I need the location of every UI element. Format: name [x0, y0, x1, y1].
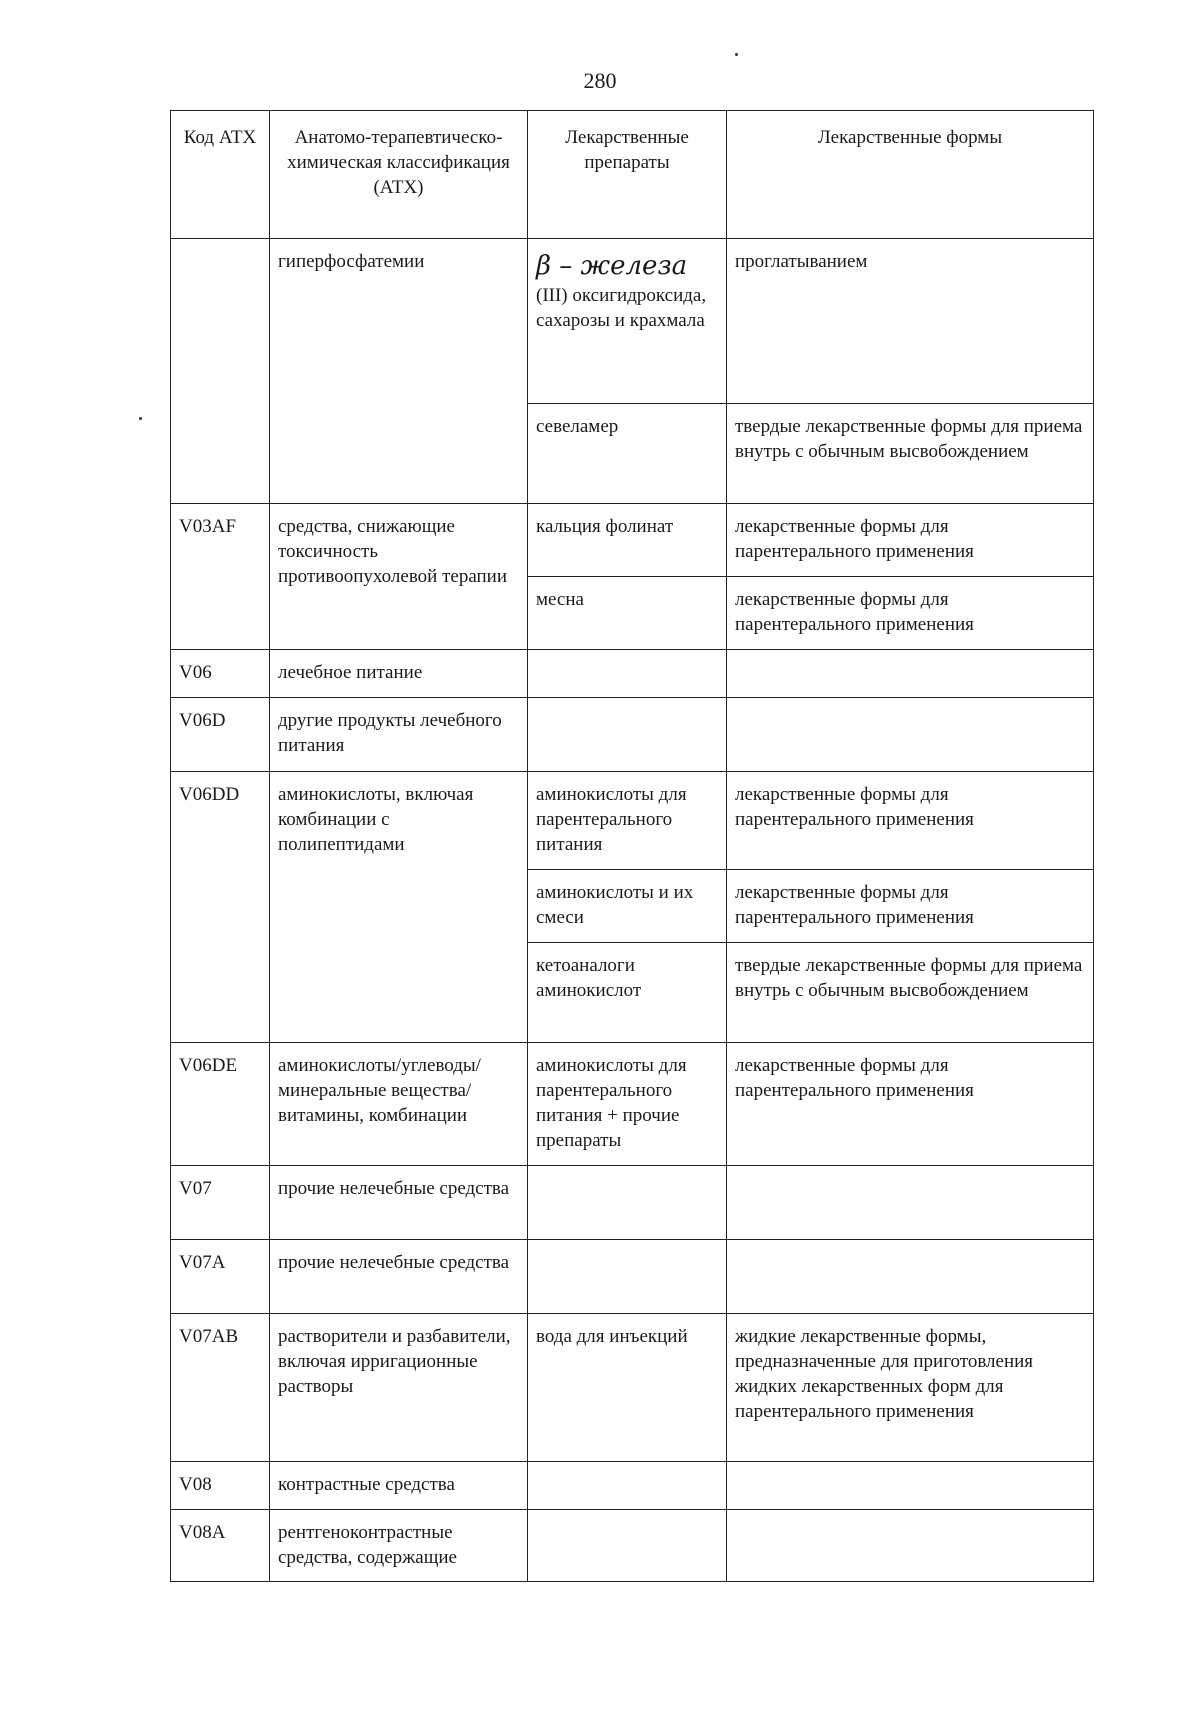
atx-code: V06DD	[171, 772, 270, 1043]
drug-name	[528, 1510, 727, 1582]
drug-form	[727, 1510, 1094, 1582]
drug-name: кетоаналоги аминокислот	[528, 943, 727, 1043]
drug-name	[528, 1166, 727, 1240]
scan-speck	[139, 417, 142, 420]
page-number: 280	[583, 68, 617, 93]
atx-code: V03AF	[171, 504, 270, 650]
atx-classification: прочие нелечебные средства	[270, 1240, 528, 1314]
drug-form: лекарственные формы для парентерального применения	[727, 1043, 1094, 1166]
drug-form	[727, 650, 1094, 698]
atx-code	[171, 239, 270, 504]
table-row	[171, 1462, 1094, 1510]
header-forms: Лекарственные формы	[727, 111, 1094, 239]
drug-name: кальция фолинат	[528, 504, 727, 577]
atx-classification: аминокислоты, включая комбинации с полипептидами	[270, 772, 528, 1043]
drug-name: вода для инъекций	[528, 1314, 727, 1462]
drug-form: жидкие лекарственные формы, предназначенные для приготовления жидких лекарственных форм для парентерального применения	[727, 1314, 1094, 1462]
drug-name	[528, 650, 727, 698]
drug-form: лекарственные формы для парентерального применения	[727, 772, 1094, 870]
table-row	[171, 504, 1094, 577]
atx-classification: средства, снижающие токсичность противоопухолевой терапии	[270, 504, 528, 650]
table-row	[171, 1510, 1094, 1582]
drug-form	[727, 1166, 1094, 1240]
header-classification: Анатомо-терапевтическо-химическая классификация (АТХ)	[270, 111, 528, 239]
atx-table	[170, 110, 1094, 1582]
atx-classification: прочие нелечебные средства	[270, 1166, 528, 1240]
drug-form: проглатыванием	[727, 239, 1094, 404]
atx-code: V08	[171, 1462, 270, 1510]
drug-name: аминокислоты для парентерального питания + прочие препараты	[528, 1043, 727, 1166]
atx-classification: растворители и разбавители, включая ирригационные растворы	[270, 1314, 528, 1462]
atx-classification: другие продукты лечебного питания	[270, 698, 528, 772]
atx-code: V06D	[171, 698, 270, 772]
table-header-row	[171, 111, 1094, 239]
drug-name	[528, 1462, 727, 1510]
drug-name	[528, 698, 727, 772]
table-row	[171, 1240, 1094, 1314]
atx-code: V07AB	[171, 1314, 270, 1462]
table-row	[171, 1043, 1094, 1166]
header-drugs: Лекарственные препараты	[528, 111, 727, 239]
atx-classification: гиперфосфатемии	[270, 239, 528, 504]
atx-code: V06DE	[171, 1043, 270, 1166]
drug-name-rest: (III) оксигидроксида, сахарозы и крахмала	[536, 285, 707, 331]
drug-name-italic: β – железа	[536, 251, 688, 281]
scan-speck	[735, 53, 738, 56]
atx-code: V06	[171, 650, 270, 698]
table-row	[171, 1314, 1094, 1462]
drug-name: аминокислоты и их смеси	[528, 870, 727, 943]
drug-name: месна	[528, 577, 727, 650]
header-code: Код АТХ	[171, 111, 270, 239]
table-row	[171, 772, 1094, 870]
table-row	[171, 239, 1094, 404]
drug-form: твердые лекарственные формы для приема внутрь с обычным высвобождением	[727, 943, 1094, 1043]
drug-name: севеламер	[528, 404, 727, 504]
drug-name	[528, 1240, 727, 1314]
drug-form: лекарственные формы для парентерального применения	[727, 577, 1094, 650]
atx-classification: контрастные средства	[270, 1462, 528, 1510]
atx-classification: аминокислоты/углеводы/ минеральные вещества/витамины, комбинации	[270, 1043, 528, 1166]
drug-form: лекарственные формы для парентерального применения	[727, 870, 1094, 943]
atx-code: V07	[171, 1166, 270, 1240]
atx-code: V08A	[171, 1510, 270, 1582]
drug-form: лекарственные формы для парентерального применения	[727, 504, 1094, 577]
table-row	[171, 1166, 1094, 1240]
atx-classification: рентгеноконтрастные средства, содержащие	[270, 1510, 528, 1582]
drug-name	[528, 239, 727, 404]
drug-name: аминокислоты для парентерального питания	[528, 772, 727, 870]
atx-classification: лечебное питание	[270, 650, 528, 698]
drug-form	[727, 698, 1094, 772]
drug-form	[727, 1462, 1094, 1510]
drug-form: твердые лекарственные формы для приема внутрь с обычным высвобождением	[727, 404, 1094, 504]
table-row	[171, 650, 1094, 698]
drug-form	[727, 1240, 1094, 1314]
table-row	[171, 698, 1094, 772]
atx-code: V07A	[171, 1240, 270, 1314]
